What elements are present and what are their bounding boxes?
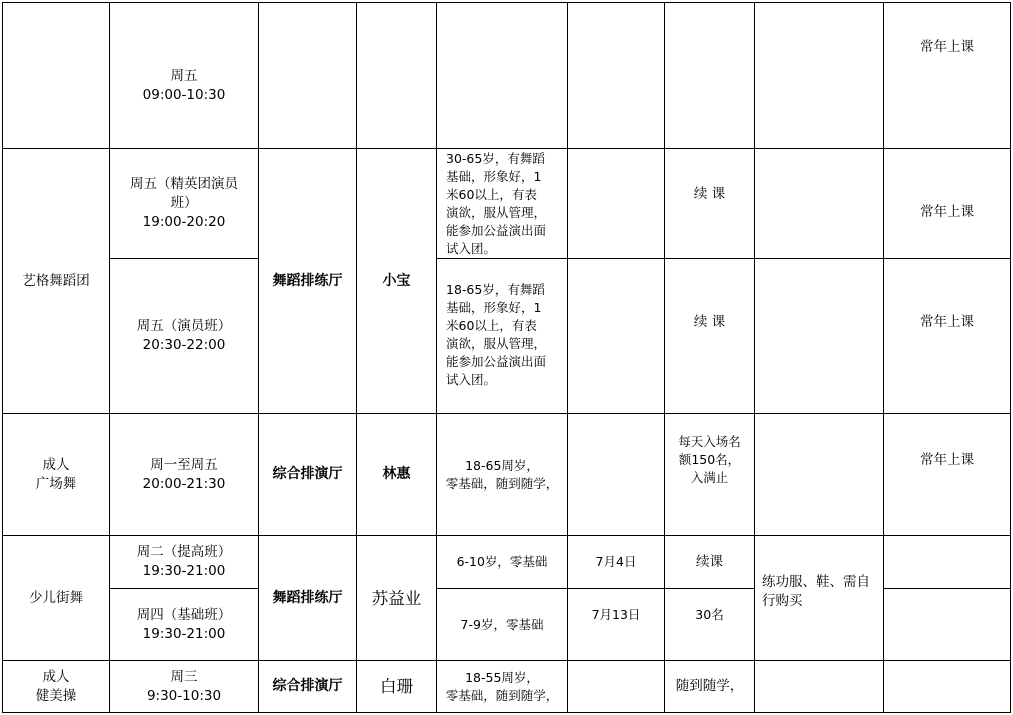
enrollment-requirement: 18-55周岁， 零基础，随到随学， bbox=[445, 669, 559, 703]
class-note: 常年上课 bbox=[920, 313, 974, 330]
extra-note: 练功服、鞋、需自 行购买 bbox=[762, 574, 870, 609]
row-divider bbox=[883, 588, 1011, 589]
class-time: 周一至周五 20:00-21:30 bbox=[142, 456, 226, 492]
class-note: 常年上课 bbox=[920, 39, 974, 55]
teacher-name: 白珊 bbox=[380, 677, 413, 696]
column-divider bbox=[754, 2, 755, 713]
table-border bbox=[1010, 2, 1011, 713]
class-time: 周四（基础班） 19:30-21:00 bbox=[136, 606, 232, 642]
enrollment-requirement: 7-9岁，零基础 bbox=[460, 616, 544, 632]
group-name: 艺格舞蹈团 bbox=[22, 272, 90, 289]
quota-text: 每天入场名 额150名， 入满止 bbox=[678, 434, 741, 485]
class-time: 周二（提高班） 19:30-21:00 bbox=[136, 544, 232, 579]
enrollment-requirement: 30-65岁，有舞蹈 基础，形象好，1 米60以上，有表 演欲，服从管理， 能参加公益演出面 试入团。 bbox=[446, 151, 547, 256]
class-time: 周五（精英团演员 班） 19:00-20:20 bbox=[130, 176, 238, 230]
group-name: 少儿街舞 bbox=[29, 589, 83, 606]
enrollment-requirement: 18-65周岁， 零基础，随到随学， bbox=[445, 457, 559, 491]
class-note: 常年上课 bbox=[920, 203, 974, 220]
group-name: 成人 广场舞 bbox=[35, 456, 77, 492]
venue-name: 综合排演厅 bbox=[272, 678, 343, 694]
quota-text: 续 课 bbox=[693, 313, 726, 330]
start-date: 7月4日 bbox=[595, 554, 637, 569]
venue-name: 舞蹈排练厅 bbox=[272, 589, 343, 606]
quota-text: 续 课 bbox=[693, 185, 726, 202]
venue-name: 舞蹈排练厅 bbox=[272, 272, 343, 289]
table-border bbox=[2, 712, 1011, 713]
teacher-name: 苏益业 bbox=[371, 588, 422, 608]
quota-text: 30名 bbox=[695, 607, 724, 622]
quota-text: 续课 bbox=[696, 553, 723, 570]
teacher-name: 林惠 bbox=[382, 466, 411, 482]
class-time: 周五 09:00-10:30 bbox=[142, 67, 226, 103]
teacher-name: 小宝 bbox=[382, 272, 411, 289]
enrollment-requirement: 18-65岁，有舞蹈 基础，形象好，1 米60以上，有表 演欲，服从管理， 能参加公益演出面 试入团。 bbox=[446, 282, 547, 387]
enrollment-requirement: 6-10岁，零基础 bbox=[456, 554, 548, 569]
class-time: 周三 9:30-10:30 bbox=[146, 668, 222, 704]
venue-name: 综合排演厅 bbox=[272, 466, 343, 482]
class-note: 常年上课 bbox=[920, 452, 974, 468]
quota-text: 随到随学， bbox=[675, 678, 744, 694]
class-time: 周五（演员班） 20:30-22:00 bbox=[136, 318, 232, 353]
start-date: 7月13日 bbox=[591, 607, 641, 622]
group-name: 成人 健美操 bbox=[35, 668, 77, 704]
